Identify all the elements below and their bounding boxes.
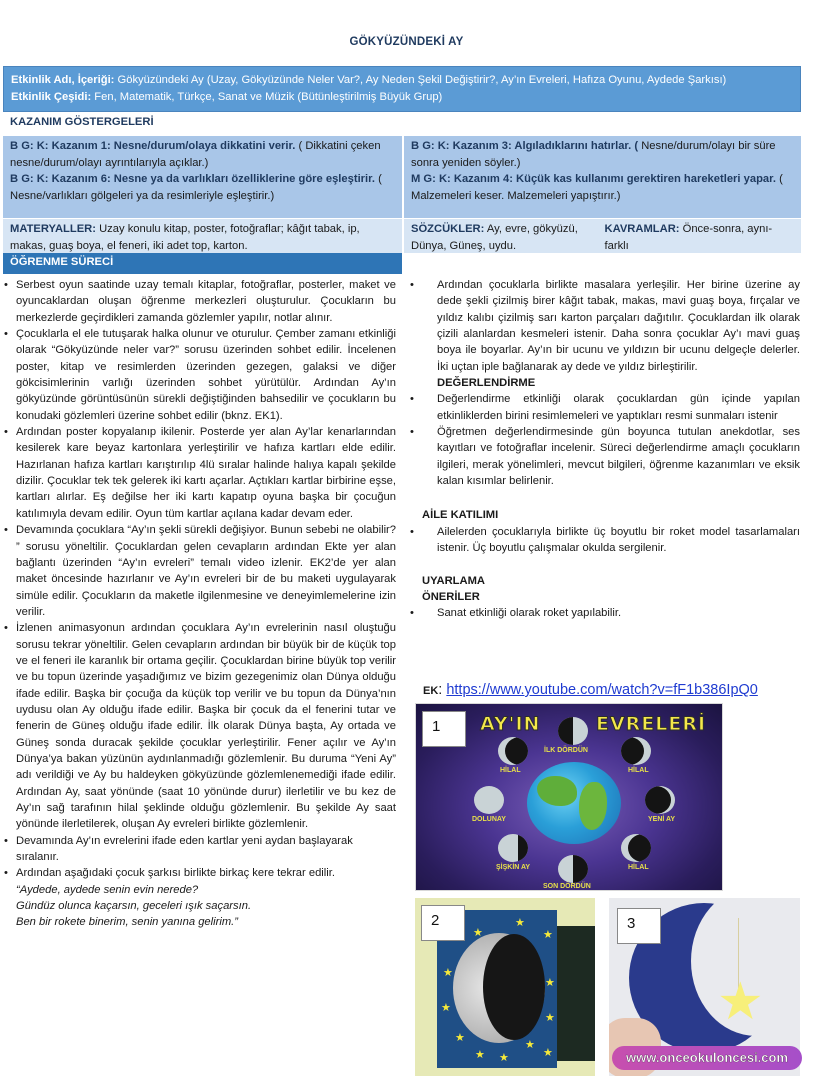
moon-shadow-icon [483,934,545,1040]
list-item-text: Devamında çocuklara “Ay’ın şekli sürekli değişiyor. Bunun sebebi ne olabilir? ” sorusu yöneltilir. Çocuklardan gelen cevapların ardından Ekte yer alan bağlantı üzerinden “Ay’ın evreleri” temalı video izlenir. EK2’de yer alan maket öncesinde hazırlanır ve Ay’ın evreleri bir de bu maketi uygulayarak simüle edilir. Çocukların da maketle ilgilenmesine ve deneyimlemelerine izin verilir. [16,524,396,618]
activity-type-value: Fen, Matematik, Türkçe, Sanat ve Müzik (Bütünleştirilmiş Büyük Grup) [91,91,443,103]
concepts-cell [605,221,794,251]
star-icon: ★ [441,1002,451,1014]
poster-title-right: EVRELERİ [596,713,707,735]
list-item [4,326,396,424]
phase-label: HİLAL [500,767,521,774]
song-lyrics [16,882,396,931]
phase-label: ŞİŞKİN AY [496,864,531,871]
learning-process-list [4,277,396,931]
kazanim-item [10,138,395,171]
list-item [410,424,800,489]
moon-crescent-icon [621,834,651,862]
kazanim-item-detail: ( Malzemeleri keser. Malzemeleri yapıştırır.) [411,173,783,202]
activity-name-value: Gökyüzündeki Ay (Uzay, Gökyüzünde Neler Var?, Ay Neden Şekil Değiştirir?, Ay’ın Evreleri, Hafıza Oyunu, Aydede Şarkısı) [114,74,727,86]
moon-last-quarter-icon [558,855,588,883]
list-item [410,524,800,557]
song-line: Ben bir rokete binerim, senin yanına gelirim.” [16,916,238,929]
materials-box [3,219,402,253]
watermark: www.onceokuloncesi.com [612,1046,802,1070]
list-item-text: Ardından aşağıdaki çocuk şarkısı birlikte birkaç kere tekrar edilir. [16,867,335,880]
star-icon: ★ [543,929,553,941]
list-item-text: Sanat etkinliği olarak roket yapılabilir. [437,607,622,620]
phase-label: DOLUNAY [472,816,506,823]
concepts-value: Önce-sonra, aynı-farklı [604,223,773,252]
star-icon: ★ [455,1032,465,1044]
list-item-text: Ailelerden çocuklarıyla birlikte üç boyutlu bir roket model tasarlamaları istenir. Üç boyutlu çalışmalar okulda sergilenir. [437,525,800,555]
materials-label: MATERYALLER: [10,223,96,235]
list-item-text: Ardından çocuklarla birlikte masalara yerleşilir. Her birine üzerine ay dede şekli çizilmiş birer kâğıt tabak, makas, mavi guaş boya, fırçalar ve yıldız kalıbı çizilmiş sarı karton parçaları dağıtılır. Çocuklardan ilk olarak çizili alanlardan kesmeleri istenir. Daha sonra çocuklar Ay’ı mavi guaş boya ile boyarlar. Ay’ın bir ucunu ve yıldızın bir ucunu delgeçle delerler. İki uçtan iple bağlanarak ay dede ve yıldız birleştirilir. [437,279,800,373]
song-line: Gündüz olunca kaçarsın, geceleri ışık saçarsın. [16,900,252,913]
moon-full-icon [474,786,504,814]
learning-process-header: ÖĞRENME SÜRECİ [3,253,402,274]
star-icon: ★ [525,1039,535,1051]
star-icon: ★ [443,967,453,979]
youtube-link[interactable]: https://www.youtube.com/watch?v=fF1b386IpQ0 [446,682,758,698]
concepts-label: KAVRAMLAR: [604,223,680,235]
kazanim-item-title: B G: K: Kazanım 6: Nesne ya da varlıkları özelliklerine göre eşleştirir. [10,173,375,185]
document-title: GÖKYÜZÜNDEKİ AY [349,36,464,48]
kazanim-item-detail: Nesne/durum/olayı bir süre sonra yeniden söyler.) [411,140,776,169]
right-column [410,277,800,622]
activity-name-label: Etkinlik Adı, İçeriği: [11,74,115,86]
kazanim-item-title: B G: K: Kazanım 3: Algıladıklarını hatırlar. ( [411,140,639,152]
phase-label: İLK DÖRDÜN [544,747,588,754]
moon-crescent-icon [498,737,528,765]
kazanim-item [411,171,794,204]
activity-type-label: Etkinlik Çeşidi: [11,91,92,103]
words-concepts-box [404,219,801,253]
star-icon: ★ [545,1012,555,1024]
star-icon: ★ [543,1047,553,1059]
moon-gibbous-icon [498,834,528,862]
bullet-icon: • [4,524,8,537]
moon-new-icon [645,786,675,814]
phase-label: SON DÖRDÜN [543,883,591,890]
moon-model-craft-image [415,898,595,1076]
star-icon: ★ [473,927,483,939]
star-icon: ★ [545,977,555,989]
kazanim-item-detail: ( Nesne/varlıkları gölgeleri ya da resimleriyle eşleştirir.) [10,173,382,202]
yellow-star-icon: ★ [717,973,764,1031]
list-item-text: Çocuklarla el ele tutuşarak halka olunur ve oturulur. Çember zamanı etkinliği olarak “Gökyüzünde neler var?” sorusu üzerinden sohbet edilir. İncelenen poster, kitap ve resimlerden üzerinden gezegen, galaksi ve diğer gökcisimlerinin varlığı üzerinden sohbet yürütülür. Ardından Ay’ın gökyüzünde görüntüsünün sürekli değiştiğinden bahsedilir ve çocukların bu konudaki gözlemleri üzerine sohbet edilir (bknz. EK1). [16,328,396,422]
materials-value: Uzay konulu kitap, poster, fotoğraflar; kâğıt tabak, ip, makas, guaş boya, el feneri, iki adet top, karton. [10,223,360,252]
list-item [410,605,800,621]
list-item [4,620,396,832]
phase-label: YENİ AY [648,816,676,823]
words-cell [411,221,591,251]
words-label: SÖZCÜKLER: [411,223,485,235]
family-title: AİLE KATILIMI [422,509,499,522]
kazanim-item-title: M G: K: Kazanım 4: Küçük kas kullanımı gerektiren hareketleri yapar. [411,173,776,185]
black-card [557,926,595,1061]
bullet-icon: • [410,525,414,538]
activity-name-line [11,72,793,89]
list-item [4,833,396,866]
adaptation-title: UYARLAMA [422,574,485,587]
kazanim-item-title: B G: K: Kazanım 1: Nesne/durum/olaya dikkatini verir. [10,140,296,152]
kazanim-item [10,171,395,204]
list-item-text: İzlenen animasyonun ardından çocuklara Ay’ın evrelerinin nasıl oluştuğu sorusu tekrar yöneltilir. Gelen cevapların ardından bir büyük bir de küçük top ve el feneri ile karanlık bir ortama geçilir. Çocuklardan birine büyük top verilir ve bu topun üzerinde yaşadığımız ve bizim gezegenimiz olan Dünya olduğu ifade edilir. Başka bir çocuğa da küçük top verilir ve bu topun da Dünya’nın uydusu olan Ay olduğu ifade edilir. Başka bir çocuk da el fenerini tutar ve fenerin de Güneş olduğu ifade edilir. İlk olarak Dünya başta, Ay ortada ve Güneş sonda duracak şekilde çocuklar yerleştirilir. Fener açılır ve Ay’ın Dünya’ya bakan yüzünün aydınlanmadığı gözlemlenir. Bu duruma “Yeni Ay” adı verildiği ve Ay bu haldeyken gökyüzünde gözlemlenemediği ifade edilir. Ardından Ay, saat yönünde (saat 10 yönünde durur) ilerletilir ve bu kez de Ay’ın sağ tarafının hilal şeklinde olduğu gözlemlenir. Bu şekilde Ay saat yönünde ilerletilerek, oluşan Ay evreleri birlikte gözlemlenir. [16,622,396,831]
phase-label: HİLAL [628,767,649,774]
attachment-label: EK [423,685,439,697]
bullet-icon: • [4,867,8,880]
bullet-icon: • [410,426,414,439]
bullet-icon: • [410,279,414,291]
list-item [4,277,396,326]
list-item-text: Değerlendirme etkinliği olarak çocuklardan gün içinde yapılan etkinliklerden birini resimlemeleri ve yaptıkları resmi sunmaları istenir [437,393,800,422]
list-item [4,522,396,620]
bullet-icon: • [4,279,8,291]
evaluation-title: DEĞERLENDİRME [437,377,536,390]
attachment-colon: : [438,682,447,698]
star-icon: ★ [475,1049,485,1061]
activity-header-box [3,66,801,112]
list-item [4,865,396,930]
list-item [410,391,800,424]
bullet-icon: • [410,393,414,406]
moon-crescent-icon [621,737,651,765]
bullet-icon: • [4,426,8,439]
song-line: “Aydede, aydede senin evin nerede? [16,883,199,896]
image-number-label: 2 [421,905,465,941]
attachment-line [423,682,758,698]
kazanim-section-title: KAZANIM GÖSTERGELERİ [3,113,801,135]
words-value: Ay, evre, gökyüzü, Dünya, Güneş, uydu. [411,223,578,252]
list-item-text: Öğretmen değerlendirmesinde gün boyunca tutulan anekdotlar, ses kayıtları ve fotoğraflar incelenir. Süreci değerlendirme amaçlı çocukların ilgileri, merak yönelimleri, mevcut bilgileri, öğrenme kazanımları ve eksik kalan kısımlar belirlenir. [437,426,800,488]
image-number-label: 1 [422,711,466,747]
list-item-text: Devamında Ay’ın evrelerini ifade eden kartlar yeni aydan başlayarak sıralanır. [16,834,353,864]
kazanim-right-box [404,136,801,218]
moon-first-quarter-icon [558,717,588,745]
suggestions-title: ÖNERİLER [422,590,480,603]
activity-type-line [11,89,793,106]
list-item-text: Ardından poster kopyalanıp ikilenir. Posterde yer alan Ay’lar kenarlarından kesilerek kare beyaz kartonlara yerleştirilir ve hafıza kartları elde edilir. Hazırlanan hafıza kartları karıştırılıp 4lü sıralar halinde halıya kapalı şekilde dizilir. Çocuklar tek tek gelerek iki kartı açarlar. Açtıkları kartlar birbirine eşse, kartları alırlar. Eş değilse her iki kartı kapatıp oyuna başka bir çocuğun katılımıyla devam edilir. Oyun tüm kartlar açılana kadar devam eder. [16,426,396,520]
bullet-icon: • [410,607,414,620]
star-icon: ★ [515,917,525,929]
list-item [4,424,396,522]
bullet-icon: • [4,328,8,341]
list-item [410,277,800,375]
earth-icon [527,762,621,844]
bullet-icon: • [4,622,8,635]
star-icon: ★ [499,1052,509,1064]
moon-phases-poster-image [415,703,723,891]
kazanim-item [411,138,794,171]
phase-label: HİLAL [628,864,649,871]
poster-title-left: AY'IN [480,713,541,735]
bullet-icon: • [4,834,8,847]
list-item-text: Serbest oyun saatinde uzay temalı kitaplar, fotoğraflar, posterler, maket ve oyuncaklardan oluşan öğrenme merkezleri oluşturulur. Çocukların bu merkezlerde geçirdikleri zamanda gözlemler yapılır, notlar alınır. [16,279,396,324]
kazanim-item-detail: ( Dikkatini çeken nesne/durum/olayı ayrıntılarıyla açıklar.) [10,140,381,169]
image-number-label: 3 [617,908,661,944]
kazanim-left-box [3,136,402,218]
